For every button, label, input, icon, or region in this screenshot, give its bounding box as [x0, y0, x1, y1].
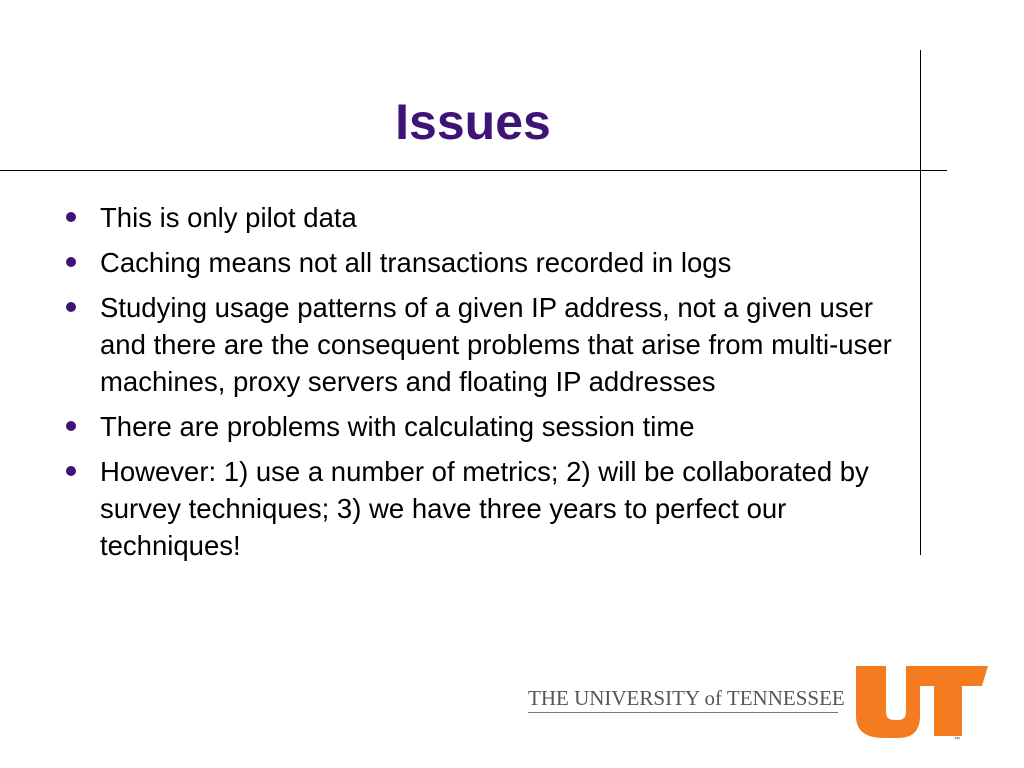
vertical-rule — [920, 50, 921, 555]
university-wordmark-text: THE UNIVERSITY of TENNESSEE — [528, 686, 845, 710]
bullet-text: However: 1) use a number of metrics; 2) will be collaborated by survey techniques; 3) we have three years to perfect our techniques! — [100, 456, 869, 561]
bullet-text: There are problems with calculating session time — [100, 411, 695, 442]
list-item — [65, 408, 895, 445]
slide-title: Issues — [395, 94, 551, 150]
bullet-icon — [66, 257, 76, 267]
list-item — [65, 244, 895, 281]
bullet-icon — [66, 466, 76, 476]
university-wordmark — [528, 683, 845, 713]
bullet-text: This is only pilot data — [100, 202, 357, 233]
bullet-icon — [66, 212, 76, 222]
wordmark-underline — [528, 712, 838, 713]
trademark-text: ™ — [954, 737, 960, 742]
bullet-icon — [66, 302, 76, 312]
bullet-icon — [66, 421, 76, 431]
title-underline — [0, 170, 947, 171]
bullet-list — [65, 199, 895, 572]
ut-logo-icon — [850, 660, 990, 742]
bullet-text: Caching means not all transactions recorded in logs — [100, 247, 732, 278]
bullet-text: Studying usage patterns of a given IP address, not a given user and there are the consequent problems that arise from multi-user machines, proxy servers and floating IP addresses — [100, 292, 892, 397]
list-item — [65, 199, 895, 236]
list-item — [65, 453, 895, 564]
list-item — [65, 289, 895, 400]
